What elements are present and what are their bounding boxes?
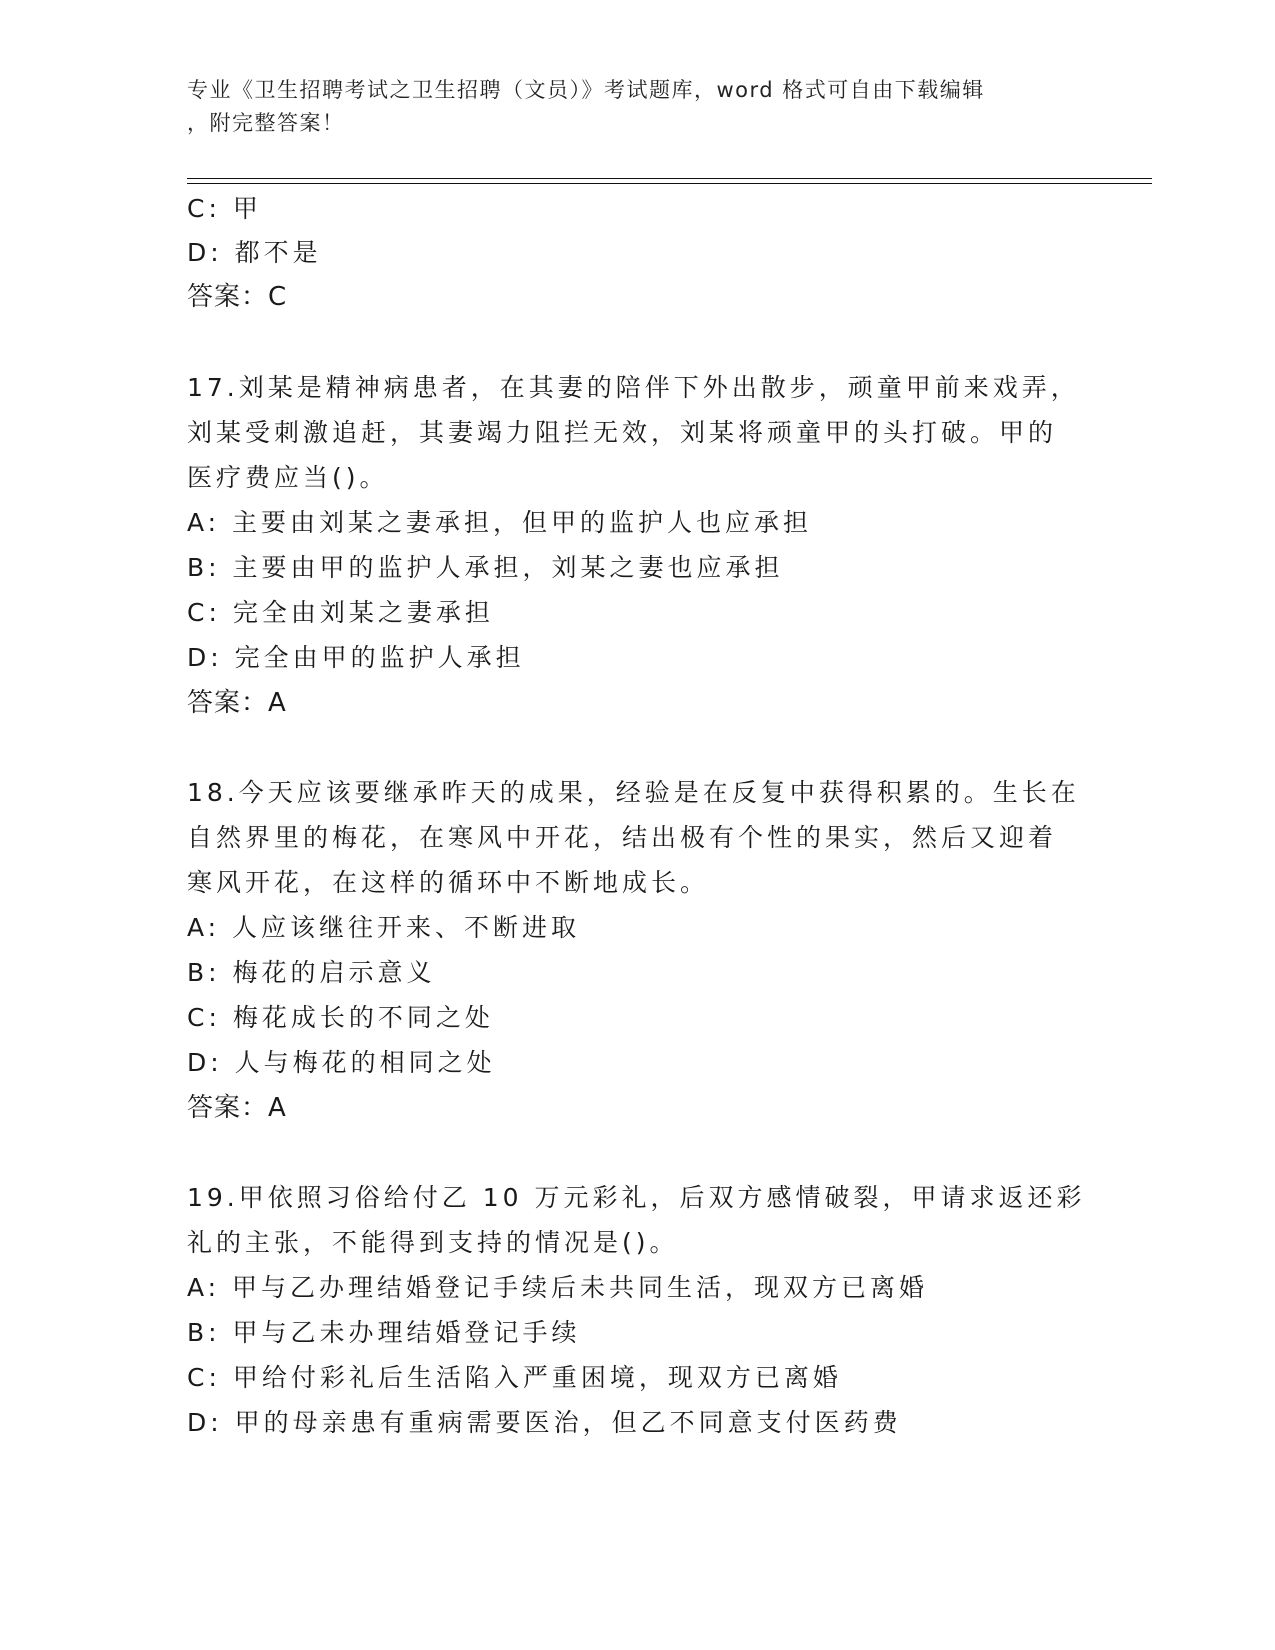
q19-stem-line-1: 19.甲依照习俗给付乙 10 万元彩礼，后双方感情破裂，甲请求返还彩: [187, 1183, 1086, 1212]
header-line-2: ，附完整答案！: [187, 111, 345, 135]
q17-answer: 答案：A: [187, 688, 287, 718]
document-header: [187, 74, 1087, 140]
q17-option-c: C: 完全由刘某之妻承担: [187, 598, 494, 627]
q18-option-d: D: 人与梅花的相同之处: [187, 1048, 496, 1077]
q17-option-b: B: 主要由甲的监护人承担，刘某之妻也应承担: [187, 553, 784, 582]
header-rule-top: [187, 178, 1152, 179]
q19-option-c: C: 甲给付彩礼后生活陷入严重困境，现双方已离婚: [187, 1363, 842, 1392]
q18-answer: 答案：A: [187, 1093, 287, 1123]
q18-option-a: A: 人应该继往开来、不断进取: [187, 913, 581, 942]
q19-option-d: D: 甲的母亲患有重病需要医治，但乙不同意支付医药费: [187, 1408, 902, 1437]
q17-stem-line-3: 医疗费应当()。: [187, 463, 389, 492]
q18-stem-line-2: 自然界里的梅花，在寒风中开花，结出极有个性的果实，然后又迎着: [187, 823, 1058, 852]
q17-option-d: D: 完全由甲的监护人承担: [187, 643, 525, 672]
q18-option-b: B: 梅花的启示意义: [187, 958, 436, 987]
q17-stem-line-2: 刘某受刺激追赶，其妻竭力阻拦无效，刘某将顽童甲的头打破。甲的: [187, 418, 1058, 447]
q19-stem-line-2: 礼的主张，不能得到支持的情况是()。: [187, 1228, 679, 1257]
header-line-1: 专业《卫生招聘考试之卫生招聘（文员）》考试题库，word 格式可自由下载编辑: [187, 78, 985, 102]
q18-stem-line-3: 寒风开花，在这样的循环中不断地成长。: [187, 868, 710, 897]
q17-option-a: A: 主要由刘某之妻承担，但甲的监护人也应承担: [187, 508, 813, 537]
prev-answer: 答案：C: [187, 282, 288, 312]
prev-option-c: C: 甲: [187, 194, 262, 223]
q18-stem-line-1: 18.今天应该要继承昨天的成果，经验是在反复中获得积累的。生长在: [187, 778, 1080, 807]
q18-option-c: C: 梅花成长的不同之处: [187, 1003, 494, 1032]
q19-option-b: B: 甲与乙未办理结婚登记手续: [187, 1318, 581, 1347]
prev-option-d: D: 都不是: [187, 238, 322, 267]
q17-stem-line-1: 17.刘某是精神病患者，在其妻的陪伴下外出散步，顽童甲前来戏弄，: [187, 373, 1080, 402]
q19-option-a: A: 甲与乙办理结婚登记手续后未共同生活，现双方已离婚: [187, 1273, 929, 1302]
header-rule-bottom: [187, 183, 1152, 184]
